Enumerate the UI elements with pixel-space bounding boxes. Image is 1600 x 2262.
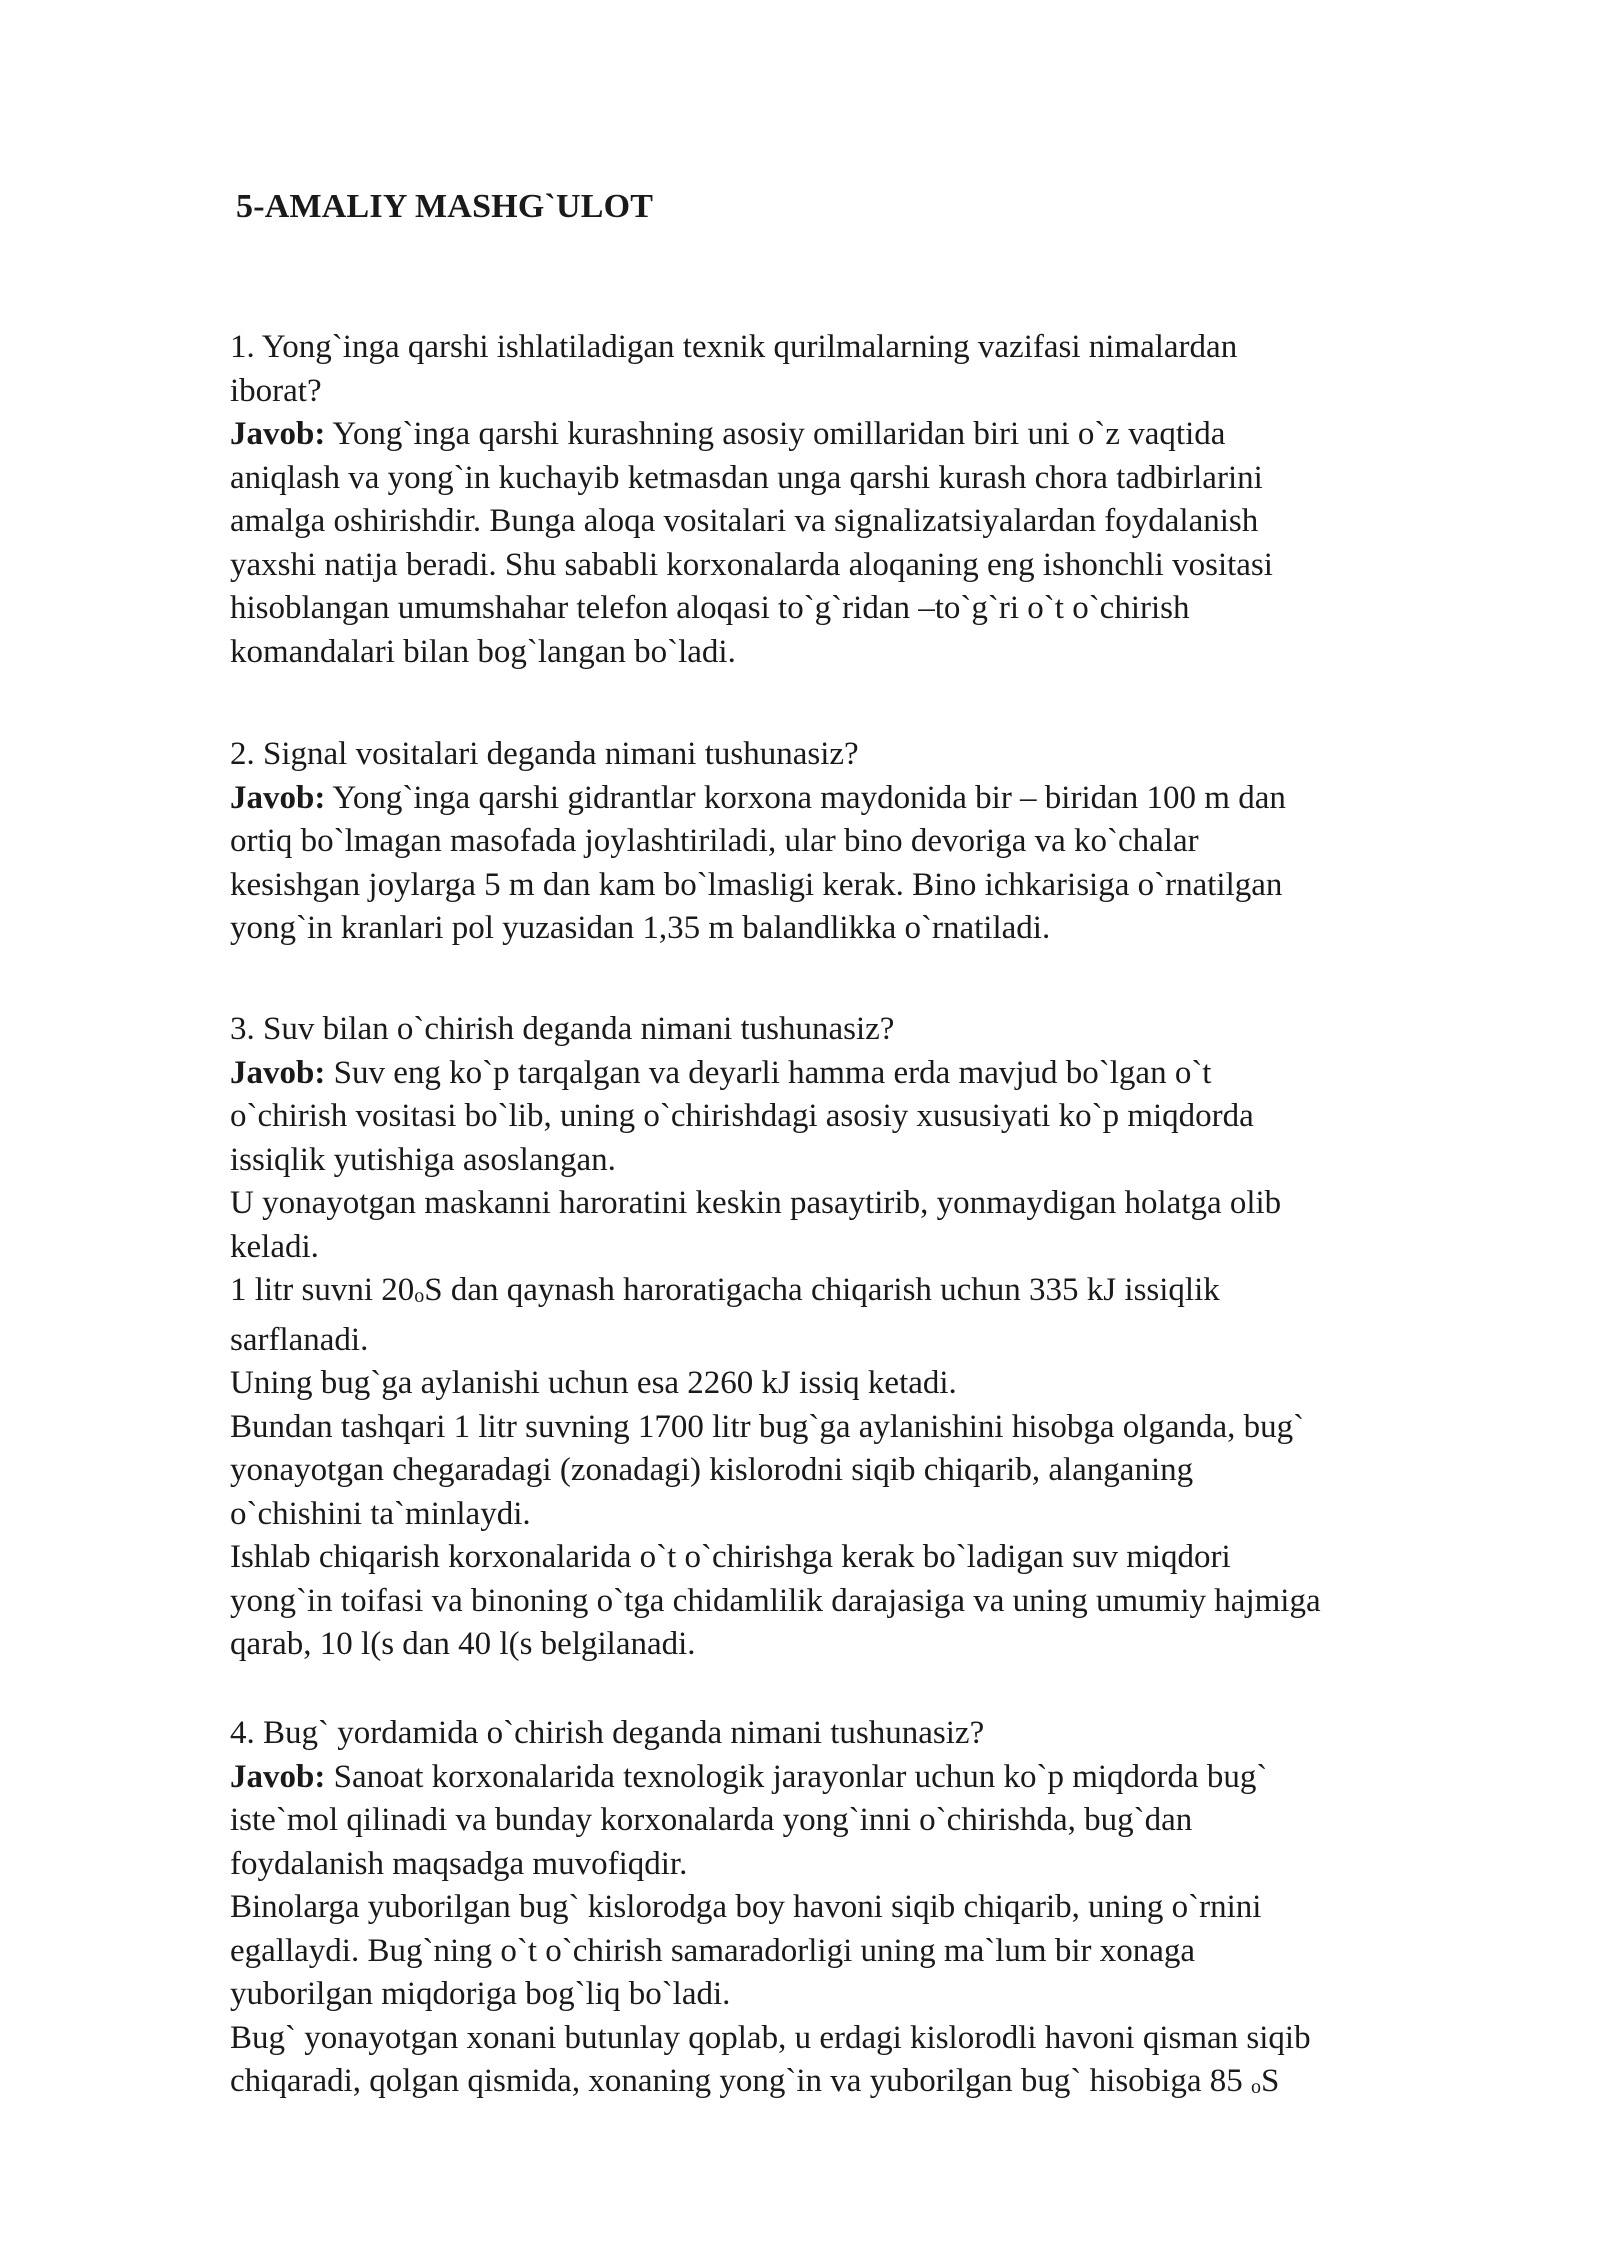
answer-line: U yonayotgan maskanni haroratini keskin pasaytirib, yonmaydigan holatga olib — [230, 1185, 1282, 1221]
temperature-text-before: chiqaradi, qolgan qismida, xonaning yong`in va yuborilgan bug` hisobiga 85 — [230, 2063, 1251, 2099]
answer-line: egallaydi. Bug`ning o`t o`chirish samaradorligi uning ma`lum bir xonaga — [230, 1932, 1196, 1969]
answer-line: yuborilgan miqdoriga bog`liq bo`ladi. — [230, 1976, 731, 2012]
answer-line — [230, 2060, 1490, 2110]
answer-label: Javob: — [230, 779, 326, 816]
answer-line: issiqlik yutishiga asoslangan. — [230, 1141, 616, 1178]
answer-line: o`chirish vositasi bo`lib, uning o`chirishdagi asosiy xususiyati ko`p miqdorda — [230, 1098, 1254, 1134]
answer-label: Javob: — [230, 1054, 326, 1091]
question-line: 2. Signal vositalari deganda nimani tushunasiz? — [230, 736, 859, 772]
qa-section-2 — [230, 733, 1490, 951]
degree-subscript: o — [1251, 2076, 1261, 2098]
answer-line — [230, 1269, 1490, 1319]
answer-line: Ishlab chiqarish korxonalarida o`t o`chirishga kerak bo`ladigan suv miqdori — [230, 1539, 1231, 1575]
answer-line: ortiq bo`lmagan masofada joylashtiriladi, ular bino devoriga va ko`chalar — [230, 823, 1199, 859]
answer-line: Bug` yonayotgan xonani butunlay qoplab, u erdagi kislorodli havoni qisman siqib — [230, 2019, 1311, 2056]
answer-line: Uning bug`ga aylanishi uchun esa 2260 kJ issiq ketadi. — [230, 1365, 957, 1401]
answer-line — [230, 1052, 1490, 1096]
question-line: 1. Yong`inga qarshi ishlatiladigan texnik qurilmalarning vazifasi nimalardan — [230, 329, 1238, 365]
degree-subscript: o — [414, 1285, 425, 1307]
answer-text: Yong`inga qarshi gidrantlar korxona maydonida bir – biridan 100 m dan — [325, 779, 1286, 816]
answer-line: hisoblangan umumshahar telefon aloqasi to`g`ridan –to`g`ri o`t o`chirish — [230, 590, 1190, 626]
answer-line: yong`in kranlari pol yuzasidan 1,35 m balandlikka o`rnatiladi. — [230, 910, 1051, 946]
qa-section-1 — [230, 326, 1490, 674]
answer-text: Yong`inga qarshi kurashning asosiy omillaridan biri uni o`z vaqtida — [325, 416, 1226, 452]
answer-line: iste`mol qilinadi va bunday korxonalarda yong`inni o`chirishda, bug`dan — [230, 1802, 1193, 1838]
answer-line: keladi. — [230, 1228, 319, 1265]
qa-section-3 — [230, 1008, 1490, 1667]
answer-line — [230, 1756, 1490, 1800]
question-line: 4. Bug` yordamida o`chirish deganda nimani tushunasiz? — [230, 1715, 985, 1751]
answer-line: kesishgan joylarga 5 m dan kam bo`lmasligi kerak. Bino ichkarisiga o`rnatilgan — [230, 866, 1283, 903]
answer-text: Suv eng ko`p tarqalgan va deyarli hamma erda mavjud bo`lgan o`t — [325, 1054, 1212, 1091]
answer-line: komandalari bilan bog`langan bo`ladi. — [230, 633, 736, 670]
answer-line: Binolarga yuborilgan bug` kislorodga boy havoni siqib chiqarib, uning o`rnini — [230, 1889, 1262, 1925]
answer-line: o`chishini ta`minlaydi. — [230, 1495, 531, 1532]
answer-line: qarab, 10 l(s dan 40 l(s belgilanadi. — [230, 1626, 696, 1662]
answer-line: foydalanish maqsadga muvofiqdir. — [230, 1845, 688, 1882]
temperature-text-after: S — [1261, 2063, 1280, 2099]
answer-line: aniqlash va yong`in kuchayib ketmasdan unga qarshi kurash chora tadbirlarini — [230, 459, 1263, 496]
answer-text: Sanoat korxonalarida texnologik jarayonlar uchun ko`p miqdorda bug` — [325, 1758, 1268, 1795]
document-title: 5-AMALIY MASHG`ULOT — [236, 188, 654, 225]
qa-section-4 — [230, 1712, 1490, 2110]
answer-line: amalga oshirishdir. Bunga aloqa vositalari va signalizatsiyalardan foydalanish — [230, 503, 1259, 539]
answer-line: yong`in toifasi va binoning o`tga chidamlilik darajasiga va uning umumiy hajmiga — [230, 1582, 1321, 1619]
answer-line: yonayotgan chegaradagi (zonadagi) kislorodni siqib chiqarib, alanganing — [230, 1452, 1194, 1488]
temperature-text-before: 1 litr suvni 20 — [230, 1272, 415, 1308]
temperature-text-after: S dan qaynash haroratigacha chiqarish uchun 335 kJ issiqlik — [424, 1272, 1220, 1308]
question-line: iborat? — [230, 372, 322, 409]
question-line: 3. Suv bilan o`chirish deganda nimani tushunasiz? — [230, 1011, 895, 1047]
answer-label: Javob: — [230, 1758, 326, 1795]
answer-line — [230, 777, 1490, 821]
answer-label: Javob: — [230, 416, 326, 452]
answer-line: sarflanadi. — [230, 1321, 369, 1358]
answer-line: yaxshi natija beradi. Shu sababli korxonalarda aloqaning eng ishonchli vositasi — [230, 546, 1273, 583]
answer-line: Bundan tashqari 1 litr suvning 1700 litr bug`ga aylanishini hisobga olganda, bug` — [230, 1408, 1305, 1445]
answer-line — [230, 413, 1490, 457]
